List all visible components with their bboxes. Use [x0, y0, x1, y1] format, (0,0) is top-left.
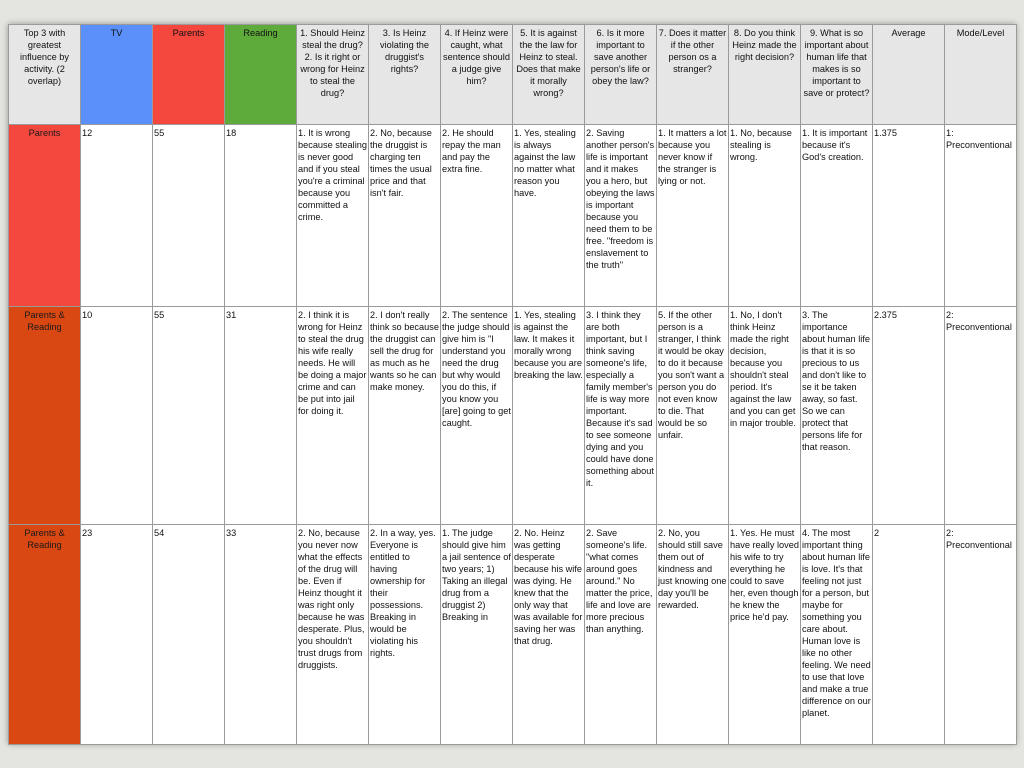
cell-reading: 18 [225, 125, 297, 307]
header-reading: Reading [225, 25, 297, 125]
cell-q4: 2. The sentence the judge should give him is "I understand you need the drug but why would you do this, if you know you [are] going to get caught. [441, 307, 513, 525]
cell-parents: 54 [153, 525, 225, 745]
cell-tv: 12 [81, 125, 153, 307]
header-mode: Mode/Level [945, 25, 1017, 125]
header-q4: 4. If Heinz were caught, what sentence should a judge give him? [441, 25, 513, 125]
cell-tv: 10 [81, 307, 153, 525]
header-tv: TV [81, 25, 153, 125]
cell-q3: 2. I don't really think so because the druggist can sell the drug for as much as he wants so he can make money. [369, 307, 441, 525]
cell-q1: 2. I think it is wrong for Heinz to steal the drug his wife really needs. He will be doing a major crime and can be put into jail for doing it. [297, 307, 369, 525]
cell-q7: 2. No, you should still save them out of kindness and just knowing one day you'll be rewarded. [657, 525, 729, 745]
cell-q9: 1. It is important because it's God's creation. [801, 125, 873, 307]
cell-q6: 2. Saving another person's life is important and it makes you a hero, but obeying the laws is important because you need them to be free. "freedom is enslavement to the truth" [585, 125, 657, 307]
header-parents: Parents [153, 25, 225, 125]
table-row [9, 125, 1017, 307]
row-label: Parents & Reading [9, 307, 81, 525]
header-influence: Top 3 with greatest influence by activity. (2 overlap) [9, 25, 81, 125]
table-row [9, 307, 1017, 525]
cell-average: 1.375 [873, 125, 945, 307]
cell-q1: 2. No, because you never now what the effects of the drug will be. Even if Heinz thought it was right only because he was desperate. Plus, you shouldn't trust drugs from druggists. [297, 525, 369, 745]
header-q6: 6. Is it more important to save another person's life or obey the law? [585, 25, 657, 125]
cell-q4: 2. He should repay the man and pay the extra fine. [441, 125, 513, 307]
cell-q3: 2. No, because the druggist is charging ten times the usual price and that isn't fair. [369, 125, 441, 307]
row-label: Parents & Reading [9, 525, 81, 745]
cell-q7: 1. It matters a lot because you never know if the stranger is lying or not. [657, 125, 729, 307]
cell-average: 2 [873, 525, 945, 745]
header-q3: 3. Is Heinz violating the druggist's rights? [369, 25, 441, 125]
cell-q9: 3. The importance about human life is that it is so precious to us and don't like to se it be taken away, so fast. So we can protect that persons life for that reason. [801, 307, 873, 525]
cell-reading: 31 [225, 307, 297, 525]
header-q1: 1. Should Heinz steal the drug? 2. Is it right or wrong for Heinz to steal the drug? [297, 25, 369, 125]
header-q5: 5. It is against the the law for Heinz to steal. Does that make it morally wrong? [513, 25, 585, 125]
cell-reading: 33 [225, 525, 297, 745]
cell-q5: 1. Yes, stealing is against the law. It makes it morally wrong because you are breaking the law. [513, 307, 585, 525]
header-row [9, 25, 1017, 125]
header-average: Average [873, 25, 945, 125]
header-q8: 8. Do you think Heinz made the right decision? [729, 25, 801, 125]
row-label: Parents [9, 125, 81, 307]
cell-q8: 1. Yes. He must have really loved his wife to try everything he could to save her, even though he knew the price he'd pay. [729, 525, 801, 745]
table-row [9, 525, 1017, 745]
cell-q9: 4. The most important thing about human life is love. It's that feeling not just for a person, but maybe for something you care about. Human love is like no other feeling. We need to use that love and make a true difference on our planet. [801, 525, 873, 745]
cell-q6: 2. Save someone's life. "what comes around goes around." No matter the price, life and love are more precious than anything. [585, 525, 657, 745]
cell-q7: 5. If the other person is a stranger, I think it would be okay to do it because you son't want a person you do not even know to die. That would be so unfair. [657, 307, 729, 525]
cell-mode: 1: Preconventional [945, 125, 1017, 307]
header-q9: 9. What is so important about human life that makes is so important to save or protect? [801, 25, 873, 125]
cell-q3: 2. In a way, yes. Everyone is entitled to having ownership for their possessions. Breaking in would be violating his rights. [369, 525, 441, 745]
cell-q1: 1. It is wrong because stealing is never good and if you steal you're a criminal because you committed a crime. [297, 125, 369, 307]
cell-parents: 55 [153, 125, 225, 307]
cell-tv: 23 [81, 525, 153, 745]
cell-mode: 2: Preconventional [945, 525, 1017, 745]
cell-average: 2.375 [873, 307, 945, 525]
cell-mode: 2: Preconventional [945, 307, 1017, 525]
header-q7: 7. Does it matter if the other person os a stranger? [657, 25, 729, 125]
cell-q8: 1. No, because stealing is wrong. [729, 125, 801, 307]
cell-parents: 55 [153, 307, 225, 525]
cell-q5: 2. No. Heinz was getting desperate because his wife was dying. He knew that the only way that was available for saving her was that drug. [513, 525, 585, 745]
cell-q6: 3. I think they are both important, but I think saving someone's life, especially a family member's life is way more important. Because it's sad to see someone dying and you could have done something about it. [585, 307, 657, 525]
cell-q8: 1. No, I don't think Heinz made the right decision, because you shouldn't steal period. It's against the law and you can get in major trouble. [729, 307, 801, 525]
survey-table [8, 24, 1017, 745]
cell-q5: 1. Yes, stealing is always against the law no matter what reason you have. [513, 125, 585, 307]
slide [8, 24, 1016, 744]
cell-q4: 1. The judge should give him a jail sentence of two years; 1) Taking an illegal drug from a druggist 2) Breaking in [441, 525, 513, 745]
